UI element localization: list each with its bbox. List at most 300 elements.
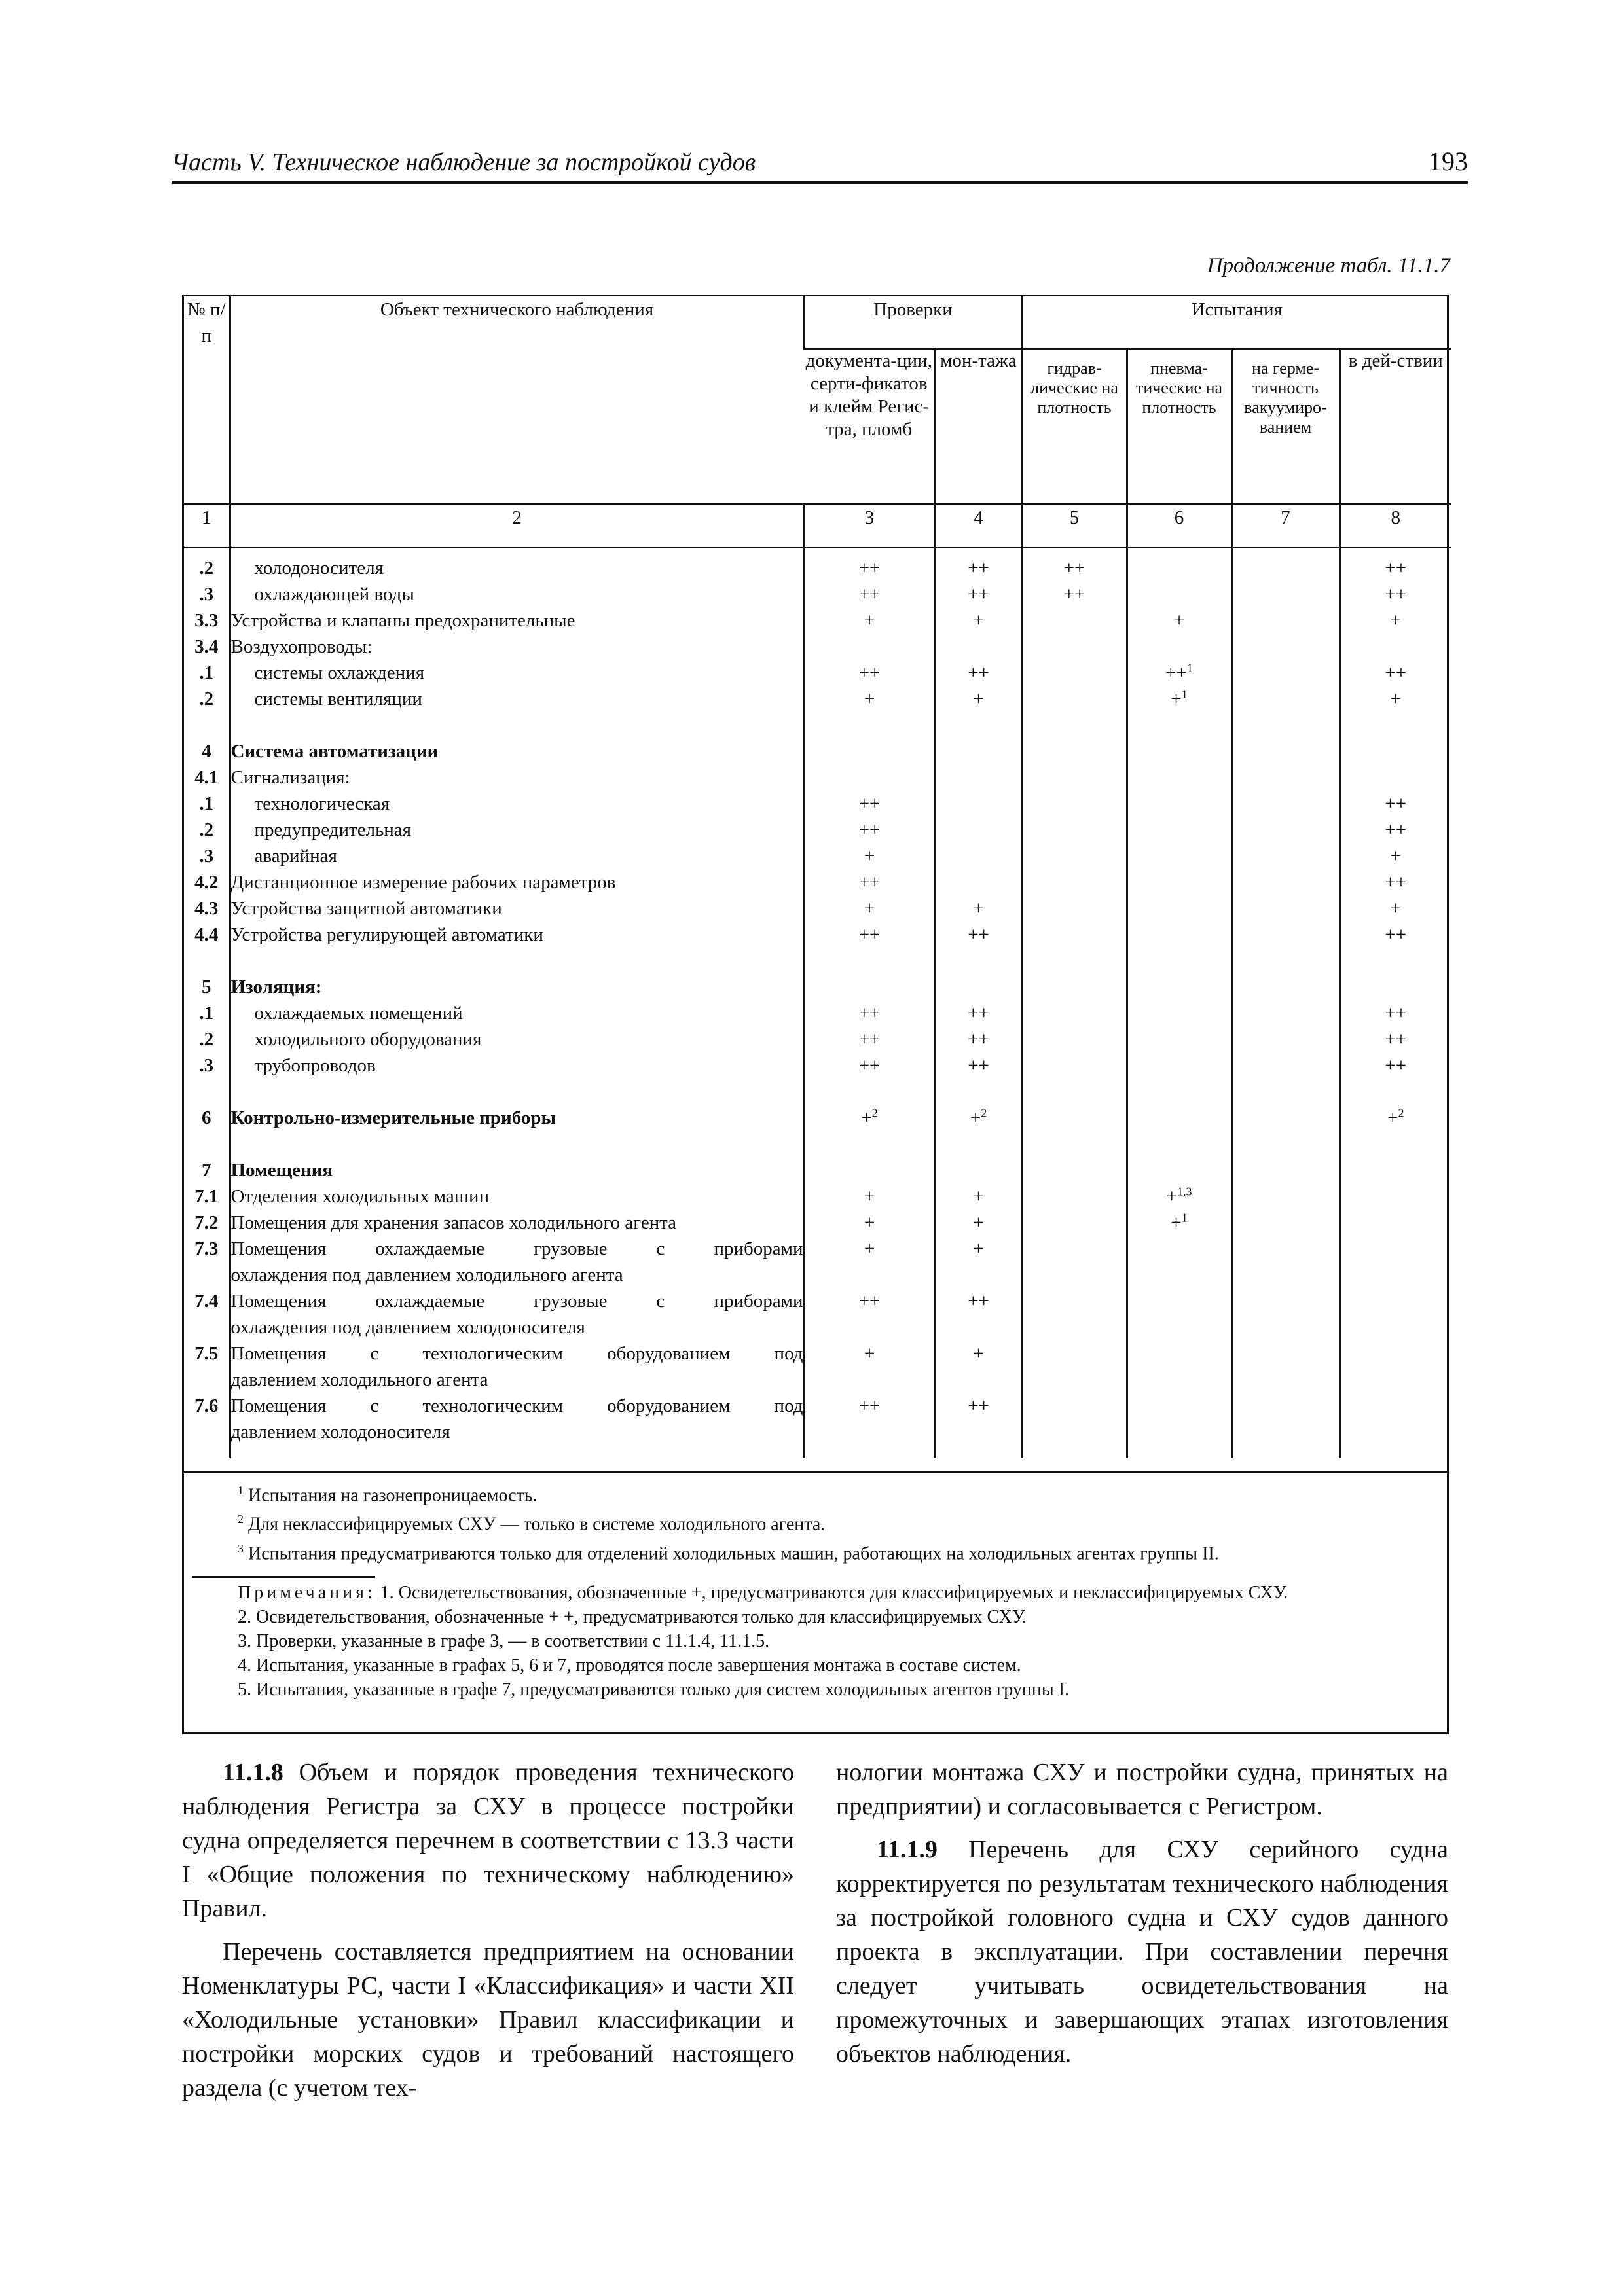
mark-cell-c7	[1231, 712, 1340, 738]
mark: +	[1390, 846, 1401, 867]
mark-cell-c7	[1231, 1105, 1340, 1131]
mark-cell-c8	[1340, 1340, 1451, 1367]
mark-cell-c5	[1022, 581, 1127, 607]
mark: ++	[858, 924, 881, 945]
mark-cell-c7	[1231, 1367, 1340, 1393]
page-number: 193	[1429, 147, 1468, 176]
column-number-cell: 8	[1340, 504, 1451, 548]
mark-cell-c3	[804, 817, 935, 843]
row-number	[184, 948, 230, 974]
mark: +	[973, 1186, 984, 1207]
body-column-left	[182, 1755, 794, 2105]
mark: +	[864, 1186, 875, 1207]
paragraph-text: Перечень для СХУ серийного судна корректируется по результатам технического наблюдения за постройкой головного судна и СХУ судов данного проекта в эксплуатации. При составлении перечня следует учитывать освидетельствования на промежуточных и завершающих этапах изготовления объектов наблюдения.	[836, 1836, 1448, 2068]
header-col6: пневма-тические на плотность	[1127, 349, 1231, 504]
mark-cell-c3	[804, 948, 935, 974]
object-name	[230, 948, 804, 974]
mark-cell-c3	[804, 791, 935, 817]
header-num: № п/п	[184, 296, 230, 504]
object-name: давлением холодоносителя	[230, 1419, 804, 1458]
mark: ++	[1385, 872, 1407, 893]
mark-cell-c5	[1022, 1314, 1127, 1340]
note-line: 2. Освидетельствования, обозначенные + +, предусматриваются только для классифицируемых СХУ.	[238, 1606, 1027, 1627]
object-name: Сигнализация:	[230, 764, 804, 791]
table-row	[184, 634, 1451, 660]
table-row	[184, 686, 1451, 712]
mark-cell-c5	[1022, 686, 1127, 712]
mark-cell-c7	[1231, 738, 1340, 764]
mark-cell-c8	[1340, 1288, 1451, 1314]
mark-cell-c4	[935, 712, 1022, 738]
table-row	[184, 1419, 1451, 1458]
footnote	[238, 1479, 1447, 1507]
mark-cell-c6	[1127, 738, 1231, 764]
mark: ++	[858, 793, 881, 814]
mark-cell-c7	[1231, 1340, 1340, 1367]
row-number: 3.4	[194, 636, 219, 657]
mark-cell-c6	[1127, 686, 1231, 712]
mark-cell-c6	[1127, 1210, 1231, 1236]
column-number-cell: 4	[935, 504, 1022, 548]
mark-cell-c5	[1022, 1000, 1127, 1026]
object-name: охлаждаемых помещений	[230, 1000, 804, 1026]
row-number: 4.3	[194, 898, 219, 919]
mark-cell-c3	[804, 1262, 935, 1288]
mark-cell-c5	[1022, 974, 1127, 1000]
mark-cell-c7	[1231, 791, 1340, 817]
mark: ++	[1385, 1055, 1407, 1076]
mark-cell-c5	[1022, 1026, 1127, 1052]
table-row	[184, 1000, 1451, 1026]
table-row	[184, 660, 1451, 686]
object-name: технологическая	[230, 791, 804, 817]
mark-cell-c6	[1127, 1052, 1231, 1079]
mark: ++	[968, 558, 989, 579]
mark: ++	[858, 1003, 881, 1024]
mark-cell-c8	[1340, 764, 1451, 791]
mark: ++	[1385, 819, 1407, 840]
mark-cell-c8	[1340, 922, 1451, 948]
spacer-row	[184, 1079, 1451, 1105]
header-col3: документа-ции, серти-фикатов и клейм Регис-тра, пломб	[805, 350, 932, 440]
mark-cell-c7	[1231, 1183, 1340, 1210]
footnote-mark: 3	[238, 1541, 244, 1555]
mark-cell-c3	[804, 1367, 935, 1393]
mark-cell-c4	[935, 1340, 1022, 1367]
mark-cell-c4	[935, 634, 1022, 660]
mark: +	[973, 689, 984, 709]
table-row	[184, 974, 1451, 1000]
object-name: Помещения для хранения запасов холодильного агента	[230, 1210, 804, 1236]
mark-cell-c3	[804, 1079, 935, 1105]
object-name: Система автоматизации	[230, 738, 804, 764]
mark: +	[1387, 1107, 1398, 1128]
table-row	[184, 1157, 1451, 1183]
mark-cell-c8	[1340, 1367, 1451, 1393]
table-row	[184, 607, 1451, 634]
mark: ++	[1385, 662, 1407, 683]
mark-cell-c5	[1022, 791, 1127, 817]
column-number-cell: 1	[184, 504, 230, 548]
mark-cell-c5	[1022, 1157, 1127, 1183]
mark: +	[864, 689, 875, 709]
mark-cell-c7	[1231, 634, 1340, 660]
mark-cell-c4	[935, 974, 1022, 1000]
mark-cell-c5	[1022, 764, 1127, 791]
mark: +	[1173, 610, 1185, 631]
mark-cell-c3	[804, 634, 935, 660]
mark-cell-c8	[1340, 1157, 1451, 1183]
column-number-cell: 2	[230, 504, 804, 548]
column-number-cell: 7	[1231, 504, 1340, 548]
mark-cell-c8	[1340, 1236, 1451, 1262]
mark-cell-c8	[1340, 895, 1451, 922]
row-number: .3	[199, 1055, 214, 1076]
note-text: 1. Освидетельствования, обозначенные +, предусматриваются для классифицируемых и неклассифицируемых СХУ.	[380, 1582, 1288, 1603]
mark: ++	[858, 1395, 881, 1416]
row-number: 4	[202, 741, 211, 762]
body-column-right	[836, 1755, 1448, 2071]
mark: +	[1390, 689, 1401, 709]
mark-cell-c4	[935, 1000, 1022, 1026]
footnote-ref: 2	[1398, 1106, 1404, 1120]
mark-cell-c3	[804, 1393, 935, 1419]
mark: ++	[968, 924, 989, 945]
table-row	[184, 1340, 1451, 1367]
mark-cell-c6	[1127, 1183, 1231, 1210]
footnote-ref: 1	[1181, 1211, 1188, 1225]
running-title: Часть V. Техническое наблюдение за постройкой судов	[172, 149, 756, 176]
row-number: 7.3	[194, 1238, 219, 1259]
table-row	[184, 581, 1451, 607]
mark-cell-c7	[1231, 1052, 1340, 1079]
mark: +	[973, 898, 984, 919]
mark: +	[864, 1343, 875, 1364]
mark-cell-c4	[935, 895, 1022, 922]
mark: ++	[858, 584, 881, 605]
mark-cell-c6	[1127, 1079, 1231, 1105]
mark: +	[973, 1212, 984, 1233]
mark-cell-c6	[1127, 607, 1231, 634]
mark-cell-c6	[1127, 712, 1231, 738]
mark-cell-c4	[935, 948, 1022, 974]
mark-cell-c5	[1022, 869, 1127, 895]
mark-cell-c4	[935, 1236, 1022, 1262]
footnote	[238, 1507, 1447, 1536]
mark: ++	[1385, 584, 1407, 605]
mark-cell-c4	[935, 548, 1022, 582]
mark-cell-c5	[1022, 922, 1127, 948]
mark-cell-c3	[804, 1131, 935, 1157]
mark-cell-c3	[804, 1236, 935, 1262]
row-number	[184, 1419, 230, 1458]
row-number	[184, 1079, 230, 1105]
footnote-ref: 2	[871, 1106, 878, 1120]
mark-cell-c7	[1231, 974, 1340, 1000]
header-object: Объект технического наблюдения	[230, 296, 804, 504]
object-name: охлаждения под давлением холодоносителя	[230, 1314, 804, 1340]
mark-cell-c7	[1231, 843, 1340, 869]
object-name: Устройства регулирующей автоматики	[230, 922, 804, 948]
mark-cell-c3	[804, 922, 935, 948]
row-number: 4.2	[194, 872, 219, 893]
mark-cell-c7	[1231, 1210, 1340, 1236]
mark-cell-c7	[1231, 948, 1340, 974]
object-name: Контрольно-измерительные приборы	[230, 1105, 804, 1131]
footnote-text: Испытания на газонепроницаемость.	[248, 1485, 538, 1506]
table-row	[184, 843, 1451, 869]
mark: ++	[968, 584, 989, 605]
mark-cell-c8	[1340, 1052, 1451, 1079]
mark-cell-c7	[1231, 1157, 1340, 1183]
mark-cell-c6	[1127, 1105, 1231, 1131]
mark-cell-c6	[1127, 948, 1231, 974]
object-name: Устройства и клапаны предохранительные	[230, 607, 804, 634]
table-row	[184, 1262, 1451, 1288]
mark-cell-c7	[1231, 607, 1340, 634]
row-number: .2	[199, 689, 214, 709]
mark-cell-c7	[1231, 869, 1340, 895]
mark-cell-c8	[1340, 548, 1451, 582]
mark: ++	[1385, 558, 1407, 579]
table-row	[184, 1183, 1451, 1210]
table-row	[184, 1393, 1451, 1419]
table-row	[184, 1105, 1451, 1131]
inspection-table	[184, 296, 1451, 1458]
object-name: охлаждающей воды	[230, 581, 804, 607]
row-number: 4.1	[194, 767, 219, 788]
mark-cell-c4	[935, 686, 1022, 712]
object-name	[230, 712, 804, 738]
table-row	[184, 738, 1451, 764]
mark-cell-c8	[1340, 1419, 1451, 1458]
mark-cell-c3	[804, 660, 935, 686]
mark-cell-c8	[1340, 634, 1451, 660]
mark-cell-c7	[1231, 817, 1340, 843]
mark-cell-c3	[804, 843, 935, 869]
mark-cell-c6	[1127, 1131, 1231, 1157]
mark: +	[1390, 610, 1401, 631]
mark-cell-c3	[804, 974, 935, 1000]
mark-cell-c8	[1340, 1105, 1451, 1131]
mark-cell-c7	[1231, 895, 1340, 922]
mark-cell-c4	[935, 817, 1022, 843]
mark-cell-c7	[1231, 922, 1340, 948]
mark-cell-c8	[1340, 1262, 1451, 1288]
footnotes	[238, 1479, 1447, 1566]
object-name	[230, 1079, 804, 1105]
mark: ++	[968, 1029, 989, 1050]
mark: ++	[1385, 1029, 1407, 1050]
table-row	[184, 548, 1451, 582]
table-row	[184, 1367, 1451, 1393]
mark: ++	[968, 662, 989, 683]
mark: +	[1166, 1186, 1177, 1207]
mark-cell-c8	[1340, 817, 1451, 843]
mark-cell-c6	[1127, 1340, 1231, 1367]
mark: +	[1390, 898, 1401, 919]
mark-cell-c8	[1340, 1026, 1451, 1052]
table-row	[184, 869, 1451, 895]
footnote-ref: 1,3	[1176, 1185, 1192, 1198]
mark-cell-c6	[1127, 1419, 1231, 1458]
mark-cell-c3	[804, 607, 935, 634]
mark-cell-c6	[1127, 1367, 1231, 1393]
object-name: Помещения охлаждаемые грузовые с приборами	[230, 1288, 804, 1314]
mark-cell-c7	[1231, 1236, 1340, 1262]
mark-cell-c4	[935, 1367, 1022, 1393]
mark-cell-c5	[1022, 1210, 1127, 1236]
mark-cell-c8	[1340, 869, 1451, 895]
table-row	[184, 1210, 1451, 1236]
mark-cell-c3	[804, 1314, 935, 1340]
row-number: 6	[202, 1107, 211, 1128]
table-row	[184, 764, 1451, 791]
mark-cell-c6	[1127, 817, 1231, 843]
spacer-row	[184, 948, 1451, 974]
object-name: системы охлаждения	[230, 660, 804, 686]
row-number: .1	[199, 1003, 214, 1024]
row-number: .2	[199, 1029, 214, 1050]
mark-cell-c6	[1127, 548, 1231, 582]
mark-cell-c4	[935, 1079, 1022, 1105]
mark-cell-c4	[935, 843, 1022, 869]
mark-cell-c3	[804, 1000, 935, 1026]
row-number: 7.1	[194, 1186, 219, 1207]
object-name: давлением холодильного агента	[230, 1367, 804, 1393]
mark-cell-c7	[1231, 686, 1340, 712]
mark-cell-c6	[1127, 1314, 1231, 1340]
footnote-text: Для неклассифицируемых СХУ — только в системе холодильного агента.	[248, 1514, 826, 1535]
table-row	[184, 817, 1451, 843]
object-name: аварийная	[230, 843, 804, 869]
mark-cell-c5	[1022, 548, 1127, 582]
mark-cell-c4	[935, 869, 1022, 895]
mark-cell-c3	[804, 895, 935, 922]
mark: ++	[1385, 793, 1407, 814]
object-name: Отделения холодильных машин	[230, 1183, 804, 1210]
mark-cell-c6	[1127, 634, 1231, 660]
row-number: 5	[202, 977, 211, 997]
footnote-mark: 2	[238, 1513, 244, 1526]
mark: +	[864, 898, 875, 919]
mark-cell-c5	[1022, 1393, 1127, 1419]
row-number: .1	[199, 662, 214, 683]
object-name: системы вентиляции	[230, 686, 804, 712]
mark: +	[973, 610, 984, 631]
footnote-ref: 1	[1181, 687, 1188, 701]
row-number	[184, 1131, 230, 1157]
footnote-ref: 1	[1186, 661, 1193, 675]
mark-cell-c3	[804, 548, 935, 582]
object-name: предупредительная	[230, 817, 804, 843]
header-col5: гидрав-лические на плотность	[1022, 349, 1127, 504]
row-number	[184, 712, 230, 738]
mark-cell-c4	[935, 1183, 1022, 1210]
mark-cell-c4	[935, 922, 1022, 948]
row-number: 7	[202, 1160, 211, 1181]
mark-cell-c3	[804, 712, 935, 738]
row-number: 3.3	[194, 610, 219, 631]
mark: +	[973, 1343, 984, 1364]
mark-cell-c3	[804, 1183, 935, 1210]
object-name: холодоносителя	[230, 548, 804, 582]
mark: ++	[858, 558, 881, 579]
row-number	[184, 1262, 230, 1288]
mark-cell-c5	[1022, 634, 1127, 660]
mark-cell-c8	[1340, 738, 1451, 764]
mark-cell-c8	[1340, 1079, 1451, 1105]
mark-cell-c6	[1127, 1157, 1231, 1183]
mark-cell-c3	[804, 1419, 935, 1458]
mark-cell-c3	[804, 1105, 935, 1131]
mark-cell-c4	[935, 738, 1022, 764]
page-header	[172, 140, 1468, 184]
object-name: холодильного оборудования	[230, 1026, 804, 1052]
column-number-cell: 3	[804, 504, 935, 548]
mark-cell-c8	[1340, 843, 1451, 869]
mark-cell-c6	[1127, 1236, 1231, 1262]
mark: ++	[858, 662, 881, 683]
mark-cell-c5	[1022, 1131, 1127, 1157]
mark: ++	[858, 819, 881, 840]
mark-cell-c3	[804, 686, 935, 712]
mark-cell-c4	[935, 1393, 1022, 1419]
table-row	[184, 895, 1451, 922]
table-caption: Продолжение табл. 11.1.7	[1207, 254, 1450, 278]
row-number: .1	[199, 793, 214, 814]
mark-cell-c4	[935, 1052, 1022, 1079]
paragraph-continuation: нологии монтажа СХУ и постройки судна, принятых на предприятии) и согласовывается с Регистром.	[836, 1759, 1448, 1820]
table-notes	[184, 1471, 1447, 1702]
mark-cell-c6	[1127, 764, 1231, 791]
mark-cell-c7	[1231, 581, 1340, 607]
mark-cell-c4	[935, 1419, 1022, 1458]
row-number: .2	[199, 558, 214, 579]
mark-cell-c5	[1022, 738, 1127, 764]
table-row	[184, 1288, 1451, 1314]
notes-divider	[192, 1576, 375, 1578]
mark-cell-c3	[804, 1340, 935, 1367]
clause-number: 11.1.9	[877, 1836, 938, 1863]
mark-cell-c7	[1231, 548, 1340, 582]
mark-cell-c6	[1127, 843, 1231, 869]
footnote-ref: 2	[981, 1106, 987, 1120]
object-name: трубопроводов	[230, 1052, 804, 1079]
mark: ++	[968, 1291, 989, 1312]
mark-cell-c6	[1127, 1000, 1231, 1026]
mark-cell-c4	[935, 1105, 1022, 1131]
mark-cell-c5	[1022, 712, 1127, 738]
mark-cell-c8	[1340, 1183, 1451, 1210]
mark: +	[864, 610, 875, 631]
object-name	[230, 1131, 804, 1157]
mark-cell-c5	[1022, 1183, 1127, 1210]
mark: ++	[968, 1395, 989, 1416]
mark-cell-c5	[1022, 1262, 1127, 1288]
table-row	[184, 1052, 1451, 1079]
mark-cell-c3	[804, 1157, 935, 1183]
mark: ++	[1063, 558, 1085, 579]
row-number: .3	[199, 584, 214, 605]
mark-cell-c7	[1231, 660, 1340, 686]
mark-cell-c8	[1340, 1131, 1451, 1157]
mark: ++	[858, 872, 881, 893]
mark-cell-c8	[1340, 1393, 1451, 1419]
row-number	[184, 1314, 230, 1340]
mark: +	[864, 1212, 875, 1233]
header-checks: Проверки	[804, 296, 1022, 349]
